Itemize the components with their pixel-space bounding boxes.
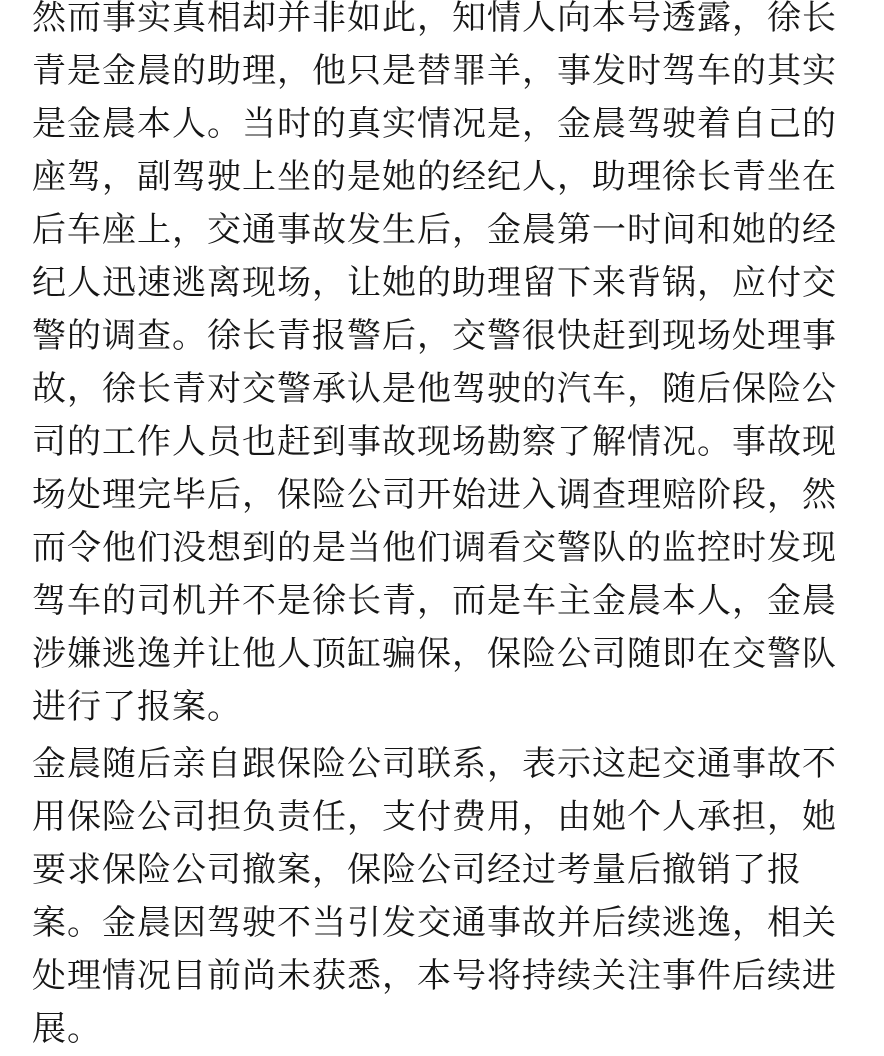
text-line: 是金晨本人。当时的真实情况是，金晨驾驶着自己的 [32,104,837,144]
text-line: 涉嫌逃逸并让他人顶缸骗保，保险公司随即在交警队 [32,634,837,674]
text-line: 青是金晨的助理，他只是替罪羊，事发时驾车的其实 [32,51,837,91]
text-line: 座驾，副驾驶上坐的是她的经纪人，助理徐长青坐在 [32,157,837,197]
text-line: 展。 [32,1009,102,1049]
text-line: 故，徐长青对交警承认是他驾驶的汽车，随后保险公 [32,369,837,409]
text-line: 要求保险公司撤案，保险公司经过考量后撤销了报 [32,850,802,890]
text-line: 驾车的司机并不是徐长青，而是车主金晨本人，金晨 [32,581,837,621]
text-line: 警的调查。徐长青报警后，交警很快赶到现场处理事 [32,316,837,356]
text-line: 纪人迅速逃离现场，让她的助理留下来背锅，应付交 [32,263,837,303]
text-line: 然而事实真相却并非如此，知情人向本号透露，徐长 [32,0,837,38]
text-line: 金晨随后亲自跟保险公司联系，表示这起交通事故不 [32,744,837,784]
text-line: 后车座上，交通事故发生后，金晨第一时间和她的经 [32,210,837,250]
text-line: 案。金晨因驾驶不当引发交通事故并后续逃逸，相关 [32,903,837,943]
article-paragraph-1 [32,0,862,734]
text-line: 用保险公司担负责任，支付费用，由她个人承担，她 [32,797,837,837]
text-line: 司的工作人员也赶到事故现场勘察了解情况。事故现 [32,422,837,462]
text-line: 而令他们没想到的是当他们调看交警队的监控时发现 [32,528,837,568]
text-line: 场处理完毕后，保险公司开始进入调查理赔阶段，然 [32,475,837,515]
article-paragraph-2 [32,738,862,1056]
text-line: 处理情况目前尚未获悉，本号将持续关注事件后续进 [32,956,837,996]
text-line: 进行了报案。 [32,687,242,727]
